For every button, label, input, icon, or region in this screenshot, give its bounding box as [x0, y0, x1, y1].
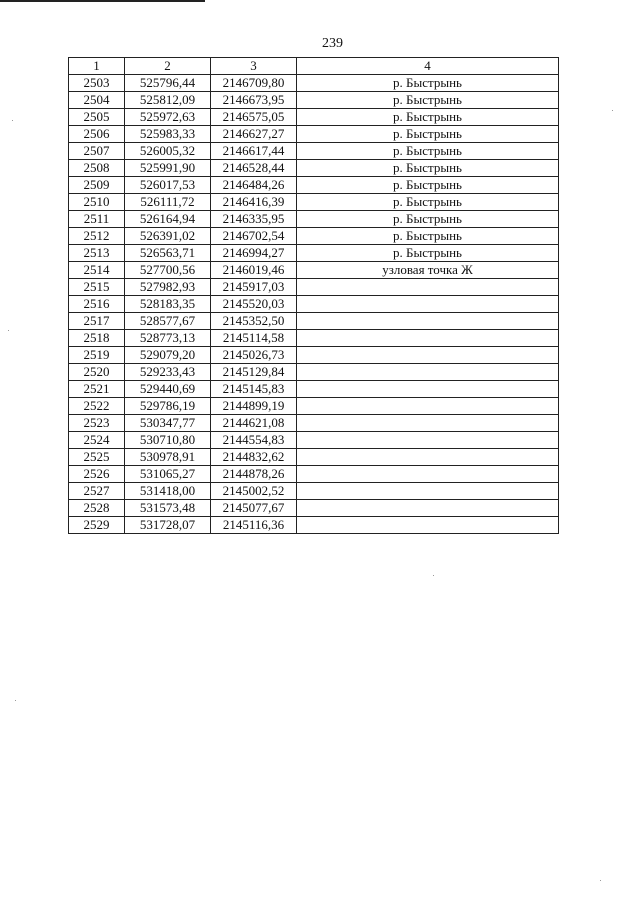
- table-cell-col-3: 2145352,50: [211, 313, 297, 330]
- table-cell-col-1: 2514: [69, 262, 125, 279]
- table-cell-col-2: 529233,43: [125, 364, 211, 381]
- table-cell-col-1: 2512: [69, 228, 125, 245]
- page-number: 239: [322, 36, 343, 51]
- table-cell-col-4: [297, 279, 559, 296]
- table-cell-col-3: 2146528,44: [211, 160, 297, 177]
- table-cell-col-2: 526111,72: [125, 194, 211, 211]
- table-cell-col-3: 2146994,27: [211, 245, 297, 262]
- scan-speck: [15, 700, 16, 701]
- table-cell-col-2: 526017,53: [125, 177, 211, 194]
- table-cell-col-2: 531418,00: [125, 483, 211, 500]
- table-cell-col-4: [297, 500, 559, 517]
- table-cell-col-3: 2145002,52: [211, 483, 297, 500]
- table-row: [69, 143, 559, 160]
- table-cell-col-2: 531065,27: [125, 466, 211, 483]
- table-cell-col-4: р. Быстрынь: [297, 245, 559, 262]
- table-cell-col-1: 2507: [69, 143, 125, 160]
- table-cell-col-2: 530710,80: [125, 432, 211, 449]
- table-cell-col-4: р. Быстрынь: [297, 160, 559, 177]
- table-cell-col-3: 2145520,03: [211, 296, 297, 313]
- table-cell-col-1: 2503: [69, 75, 125, 92]
- table-row: [69, 381, 559, 398]
- table-cell-col-2: 526391,02: [125, 228, 211, 245]
- table-cell-col-1: 2520: [69, 364, 125, 381]
- table-cell-col-3: 2146617,44: [211, 143, 297, 160]
- table-cell-col-3: 2146416,39: [211, 194, 297, 211]
- table-cell-col-4: р. Быстрынь: [297, 75, 559, 92]
- table-row: [69, 432, 559, 449]
- table-cell-col-2: 529786,19: [125, 398, 211, 415]
- table-cell-col-2: 525972,63: [125, 109, 211, 126]
- table-cell-col-1: 2524: [69, 432, 125, 449]
- table-cell-col-4: р. Быстрынь: [297, 211, 559, 228]
- table-cell-col-2: 525983,33: [125, 126, 211, 143]
- table-row: [69, 245, 559, 262]
- table-row: [69, 449, 559, 466]
- table-cell-col-3: 2146709,80: [211, 75, 297, 92]
- table-cell-col-3: 2144554,83: [211, 432, 297, 449]
- scan-speck: [12, 120, 13, 121]
- table-cell-col-3: 2145026,73: [211, 347, 297, 364]
- table-cell-col-1: 2518: [69, 330, 125, 347]
- table-row: [69, 262, 559, 279]
- table-cell-col-2: 530978,91: [125, 449, 211, 466]
- top-border-line: [0, 0, 205, 2]
- table-cell-col-4: р. Быстрынь: [297, 126, 559, 143]
- table-row: [69, 330, 559, 347]
- table-row: [69, 228, 559, 245]
- table-cell-col-4: [297, 296, 559, 313]
- table-cell-col-4: р. Быстрынь: [297, 228, 559, 245]
- table-cell-col-3: 2145116,36: [211, 517, 297, 534]
- table-cell-col-2: 527700,56: [125, 262, 211, 279]
- table-cell-col-3: 2145114,58: [211, 330, 297, 347]
- table-cell-col-1: 2513: [69, 245, 125, 262]
- table-row: [69, 398, 559, 415]
- table-cell-col-3: 2144878,26: [211, 466, 297, 483]
- table-row: [69, 466, 559, 483]
- table-cell-col-2: 530347,77: [125, 415, 211, 432]
- table-cell-col-1: 2528: [69, 500, 125, 517]
- table-cell-col-4: р. Быстрынь: [297, 92, 559, 109]
- table-row: [69, 500, 559, 517]
- table-cell-col-2: 529079,20: [125, 347, 211, 364]
- table-cell-col-4: [297, 517, 559, 534]
- table-row: [69, 364, 559, 381]
- table-cell-col-1: 2525: [69, 449, 125, 466]
- table-cell-col-4: [297, 313, 559, 330]
- table-cell-col-2: 528577,67: [125, 313, 211, 330]
- table-cell-col-4: [297, 398, 559, 415]
- table-cell-col-3: 2145145,83: [211, 381, 297, 398]
- table-cell-col-2: 531573,48: [125, 500, 211, 517]
- table-cell-col-1: 2508: [69, 160, 125, 177]
- table-cell-col-2: 525796,44: [125, 75, 211, 92]
- header-col-4: 4: [297, 58, 559, 75]
- table-cell-col-3: 2146484,26: [211, 177, 297, 194]
- table-cell-col-1: 2511: [69, 211, 125, 228]
- table-row: [69, 126, 559, 143]
- table-cell-col-2: 525812,09: [125, 92, 211, 109]
- table-cell-col-2: 529440,69: [125, 381, 211, 398]
- table-cell-col-3: 2146019,46: [211, 262, 297, 279]
- table-cell-col-4: р. Быстрынь: [297, 143, 559, 160]
- table-header-row: [69, 58, 559, 75]
- table-cell-col-3: 2145077,67: [211, 500, 297, 517]
- table-cell-col-1: 2504: [69, 92, 125, 109]
- table-cell-col-4: [297, 364, 559, 381]
- table-cell-col-2: 528773,13: [125, 330, 211, 347]
- table-cell-col-1: 2522: [69, 398, 125, 415]
- table-cell-col-3: 2146702,54: [211, 228, 297, 245]
- table-cell-col-4: [297, 449, 559, 466]
- table-cell-col-4: [297, 415, 559, 432]
- table-cell-col-4: р. Быстрынь: [297, 177, 559, 194]
- table-cell-col-1: 2510: [69, 194, 125, 211]
- header-col-3: 3: [211, 58, 297, 75]
- table-cell-col-4: [297, 432, 559, 449]
- table-cell-col-3: 2144899,19: [211, 398, 297, 415]
- scan-speck: [433, 575, 434, 576]
- table-row: [69, 211, 559, 228]
- table-cell-col-4: [297, 381, 559, 398]
- table-cell-col-1: 2506: [69, 126, 125, 143]
- table-row: [69, 483, 559, 500]
- table-row: [69, 92, 559, 109]
- table-cell-col-1: 2526: [69, 466, 125, 483]
- table-body: [69, 75, 559, 534]
- table-cell-col-1: 2515: [69, 279, 125, 296]
- table-cell-col-2: 526164,94: [125, 211, 211, 228]
- scan-speck: [8, 330, 9, 331]
- table-cell-col-1: 2523: [69, 415, 125, 432]
- table-row: [69, 517, 559, 534]
- table-cell-col-4: [297, 466, 559, 483]
- table-cell-col-4: [297, 330, 559, 347]
- table-row: [69, 177, 559, 194]
- table-cell-col-3: 2146575,05: [211, 109, 297, 126]
- table-cell-col-2: 527982,93: [125, 279, 211, 296]
- table-cell-col-3: 2144621,08: [211, 415, 297, 432]
- table-cell-col-1: 2521: [69, 381, 125, 398]
- coordinates-table: [68, 57, 559, 534]
- table-cell-col-1: 2529: [69, 517, 125, 534]
- table-cell-col-4: р. Быстрынь: [297, 194, 559, 211]
- table-cell-col-4: [297, 483, 559, 500]
- table-cell-col-2: 526563,71: [125, 245, 211, 262]
- table-cell-col-1: 2516: [69, 296, 125, 313]
- header-col-1: 1: [69, 58, 125, 75]
- table-row: [69, 109, 559, 126]
- table-cell-col-1: 2505: [69, 109, 125, 126]
- header-col-2: 2: [125, 58, 211, 75]
- table-cell-col-1: 2527: [69, 483, 125, 500]
- table-cell-col-3: 2146335,95: [211, 211, 297, 228]
- table-row: [69, 160, 559, 177]
- table-cell-col-2: 526005,32: [125, 143, 211, 160]
- table-cell-col-3: 2145917,03: [211, 279, 297, 296]
- table-cell-col-3: 2145129,84: [211, 364, 297, 381]
- table-row: [69, 347, 559, 364]
- table-cell-col-3: 2146627,27: [211, 126, 297, 143]
- table-cell-col-1: 2519: [69, 347, 125, 364]
- table-row: [69, 296, 559, 313]
- table-cell-col-3: 2144832,62: [211, 449, 297, 466]
- table-row: [69, 415, 559, 432]
- table-cell-col-1: 2517: [69, 313, 125, 330]
- table-row: [69, 194, 559, 211]
- scan-speck: [612, 110, 613, 111]
- table-cell-col-4: узловая точка Ж: [297, 262, 559, 279]
- table-cell-col-4: р. Быстрынь: [297, 109, 559, 126]
- table-cell-col-4: [297, 347, 559, 364]
- table-cell-col-1: 2509: [69, 177, 125, 194]
- table-cell-col-2: 525991,90: [125, 160, 211, 177]
- table-cell-col-2: 528183,35: [125, 296, 211, 313]
- table-row: [69, 313, 559, 330]
- scan-speck: [600, 880, 601, 881]
- table-cell-col-2: 531728,07: [125, 517, 211, 534]
- table-row: [69, 279, 559, 296]
- table-row: [69, 75, 559, 92]
- table-cell-col-3: 2146673,95: [211, 92, 297, 109]
